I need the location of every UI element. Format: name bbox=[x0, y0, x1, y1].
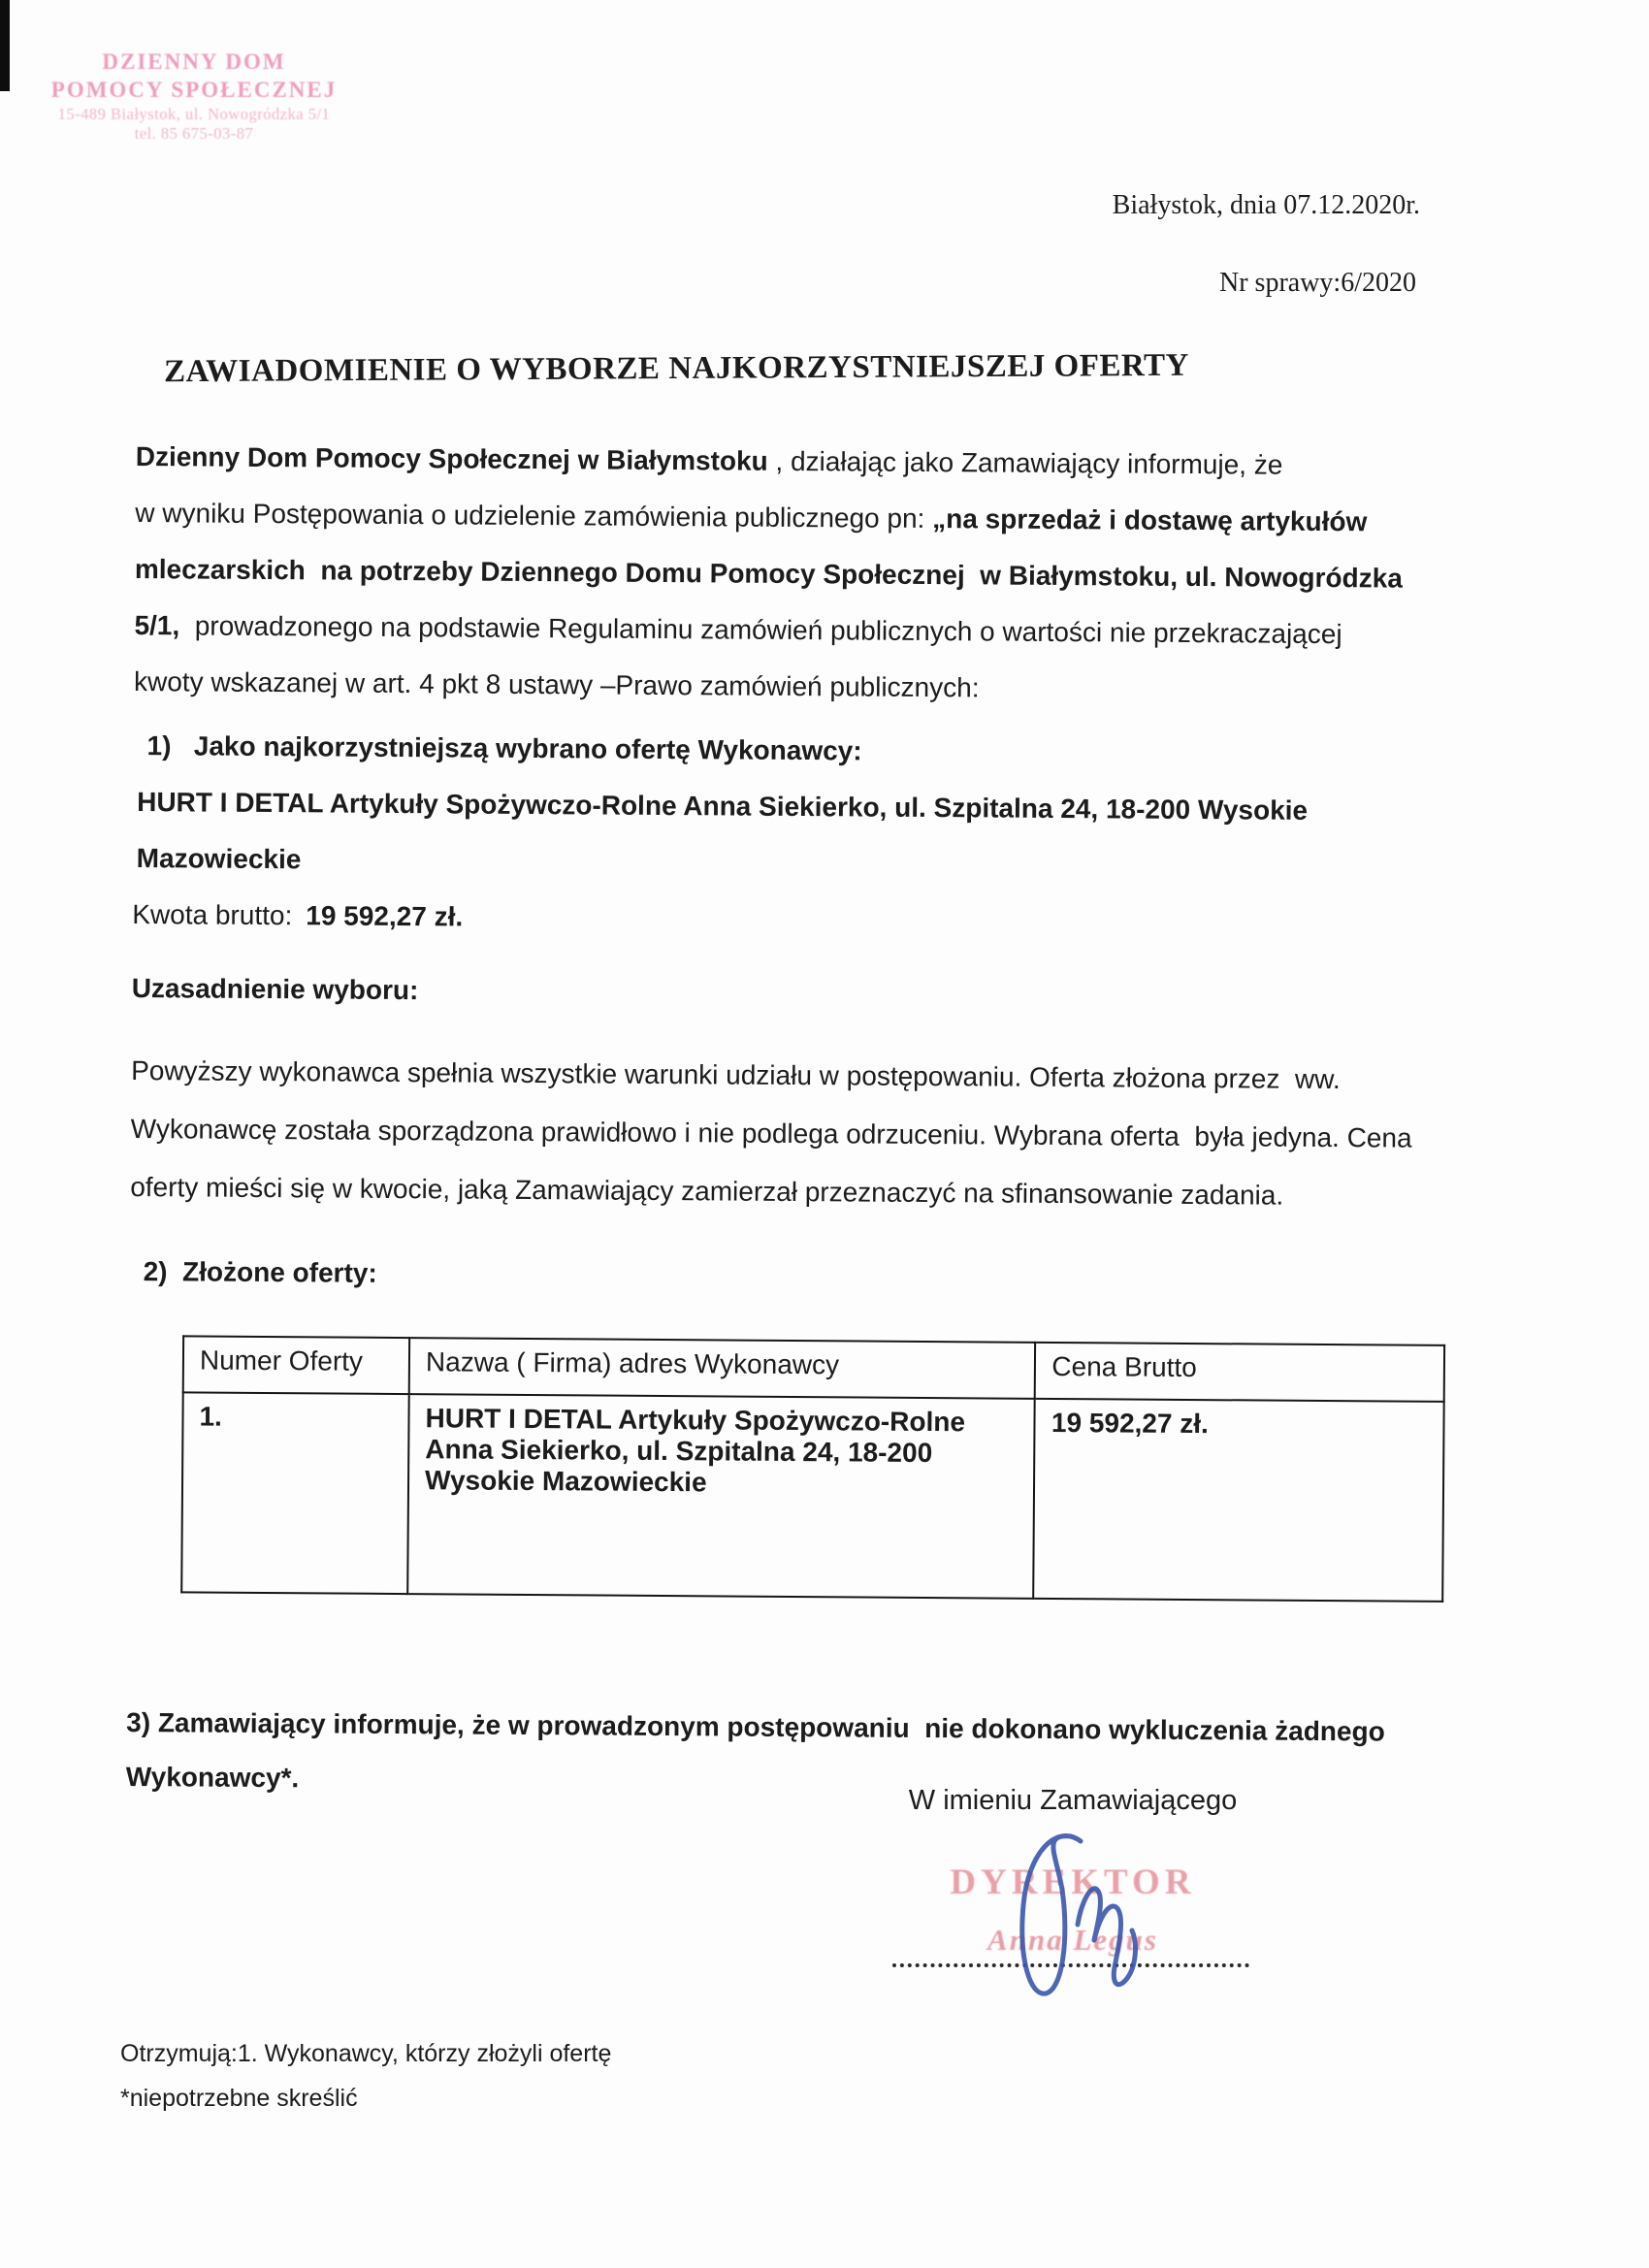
gross-amount-label: Kwota brutto: bbox=[132, 898, 293, 931]
cell-gross-price: 19 592,27 zł. bbox=[1034, 1399, 1444, 1602]
director-stamp-name: Anna Legus bbox=[987, 1923, 1158, 1957]
cell-vendor: HURT I DETAL Artykuły Spożywczo-Rolne Anna Siekierko, ul. Szpitalna 24, 18-200 Wysokie Mazowieckie bbox=[407, 1394, 1035, 1599]
offers-table bbox=[180, 1335, 1445, 1603]
footer-note: *niepotrzebne skreślić bbox=[120, 2085, 358, 2112]
justification-heading: Uzasadnienie wyboru: bbox=[131, 972, 419, 1006]
section3-text: 3) Zamawiający informuje, że w prowadzonym postępowaniu nie dokonano wykluczenia żadnego Wykonawcy*. bbox=[125, 1706, 1393, 1794]
handwritten-signature-icon bbox=[987, 1822, 1172, 2008]
director-stamp-title: DYREKTOR bbox=[950, 1863, 1196, 1902]
intro-line-2: w wyniku Postępowania o udzielenie zamówienia publicznego pn: „na sprzedaż i dostawę artykułów bbox=[135, 497, 1368, 537]
document-body bbox=[126, 429, 1451, 1814]
justification-paragraph: Powyższy wykonawca spełnia wszystkie warunki udziału w postępowaniu. Oferta złożona przez ww. Wykonawcę została sporządzona prawidłowo i nie podlega odrzuceniu. Wybrana oferta była jedyna. Cena oferty mieści się w kwocie, jaką Zamawiający zamierzał przeznaczyć na sfinansowanie zadania. bbox=[130, 1054, 1420, 1211]
section1-heading: 1) Jako najkorzystniejszą wybrano ofertę Wykonawcy: bbox=[146, 730, 862, 766]
letterhead-line2: POMOCY SPOŁECZNEJ bbox=[50, 77, 338, 102]
offers-table-row bbox=[181, 1392, 1443, 1602]
col-header-offer-number: Numer Oferty bbox=[183, 1336, 409, 1394]
scan-edge-artifact bbox=[0, 0, 10, 91]
gross-amount-line bbox=[132, 887, 1447, 953]
gross-amount-value: 19 592,27 zł. bbox=[306, 900, 464, 932]
letterhead-address: 15-489 Białystok, ul. Nowogródzka 5/1 bbox=[57, 104, 331, 123]
letterhead-phone: tel. 85 675-03-87 bbox=[134, 124, 254, 144]
signature-block bbox=[892, 1785, 1253, 1967]
offers-table-header-row bbox=[183, 1336, 1444, 1402]
col-header-vendor: Nazwa ( Firma) adres Wykonawcy bbox=[409, 1338, 1036, 1399]
case-number: Nr sprawy:6/2020 bbox=[1219, 268, 1416, 298]
col-header-gross-price: Cena Brutto bbox=[1035, 1343, 1444, 1402]
intro-line-4: 5/1, prowadzonego na podstawie Regulaminu zamówień publicznych o wartości nie przekraczającej bbox=[134, 609, 1342, 650]
on-behalf-label: W imieniu Zamawiającego bbox=[908, 1785, 1238, 1816]
footer-recipients: Otrzymują:1. Wykonawcy, którzy złożyli ofertę bbox=[120, 2040, 612, 2067]
letterhead-line1: DZIENNY DOM bbox=[102, 49, 286, 74]
winning-vendor: HURT I DETAL Artykuły Spożywczo-Rolne Anna Siekierko, ul. Szpitalna 24, 18-200 Wysokie Mazowieckie bbox=[136, 787, 1315, 875]
place-and-date: Białystok, dnia 07.12.2020r. bbox=[1112, 190, 1420, 220]
section2-heading: 2) Złożone oferty: bbox=[143, 1256, 377, 1288]
intro-line-1: Dzienny Dom Pomocy Społecznej w Białymstoku , działając jako Zamawiający informuje, że bbox=[135, 440, 1283, 480]
document-title: ZAWIADOMIENIE O WYBORZE NAJKORZYSTNIEJSZEJ OFERTY bbox=[163, 347, 1190, 390]
letterhead-stamp bbox=[48, 49, 340, 145]
cell-offer-number: 1. bbox=[181, 1392, 409, 1594]
document-footer bbox=[120, 2031, 611, 2121]
intro-line-3: mleczarskich na potrzeby Dziennego Domu Pomocy Społecznej w Białymstoku, ul. Nowogródzka bbox=[134, 553, 1403, 594]
intro-line-5: kwoty wskazanej w art. 4 pkt 8 ustawy –Prawo zamówień publicznych: bbox=[133, 665, 980, 703]
